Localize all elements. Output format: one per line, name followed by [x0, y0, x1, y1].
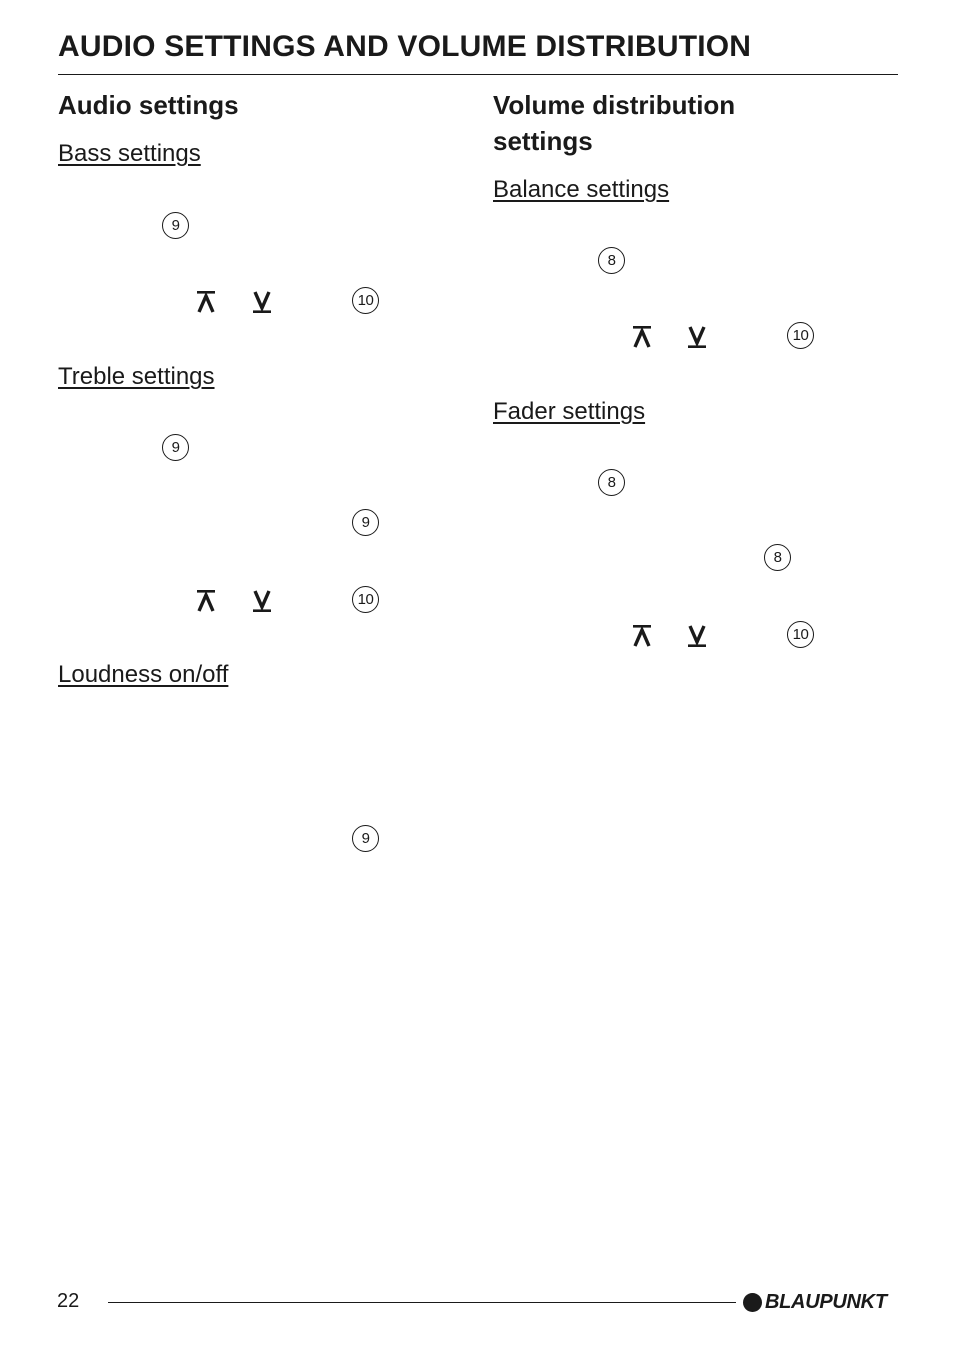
volume-distribution-heading: Volume distribution settings	[493, 90, 736, 156]
button-ref-10: 10	[352, 287, 379, 314]
loudness-heading: Loudness on/off	[58, 661, 229, 688]
button-ref-9: 9	[162, 212, 189, 239]
footer-divider	[108, 1302, 736, 1303]
title-divider	[58, 74, 898, 75]
page-title: AUDIO SETTINGS AND VOLUME DISTRIBUTION	[58, 30, 752, 63]
brand-logo	[743, 1289, 887, 1315]
brand-dot-icon	[743, 1293, 762, 1312]
audio-settings-heading: Audio settings	[58, 90, 239, 120]
down-arrow-icon	[688, 326, 706, 348]
button-ref-10: 10	[352, 586, 379, 613]
fader-settings-heading: Fader settings	[493, 398, 646, 425]
button-ref-10: 10	[787, 621, 814, 648]
page-number: 22	[57, 1290, 80, 1312]
button-ref-8: 8	[598, 247, 625, 274]
up-arrow-icon	[197, 291, 215, 313]
up-arrow-icon	[633, 326, 651, 348]
up-arrow-icon	[197, 590, 215, 612]
button-ref-9: 9	[352, 825, 379, 852]
treble-settings-heading: Treble settings	[58, 363, 215, 390]
down-arrow-icon	[253, 291, 271, 313]
button-ref-9: 9	[162, 434, 189, 461]
down-arrow-icon	[253, 590, 271, 612]
button-ref-8: 8	[764, 544, 791, 571]
up-arrow-icon	[633, 625, 651, 647]
button-ref-10: 10	[787, 322, 814, 349]
bass-settings-heading: Bass settings	[58, 140, 201, 167]
button-ref-9: 9	[352, 509, 379, 536]
down-arrow-icon	[688, 625, 706, 647]
brand-name: BLAUPUNKT	[765, 1290, 887, 1313]
balance-settings-heading: Balance settings	[493, 176, 670, 203]
button-ref-8: 8	[598, 469, 625, 496]
